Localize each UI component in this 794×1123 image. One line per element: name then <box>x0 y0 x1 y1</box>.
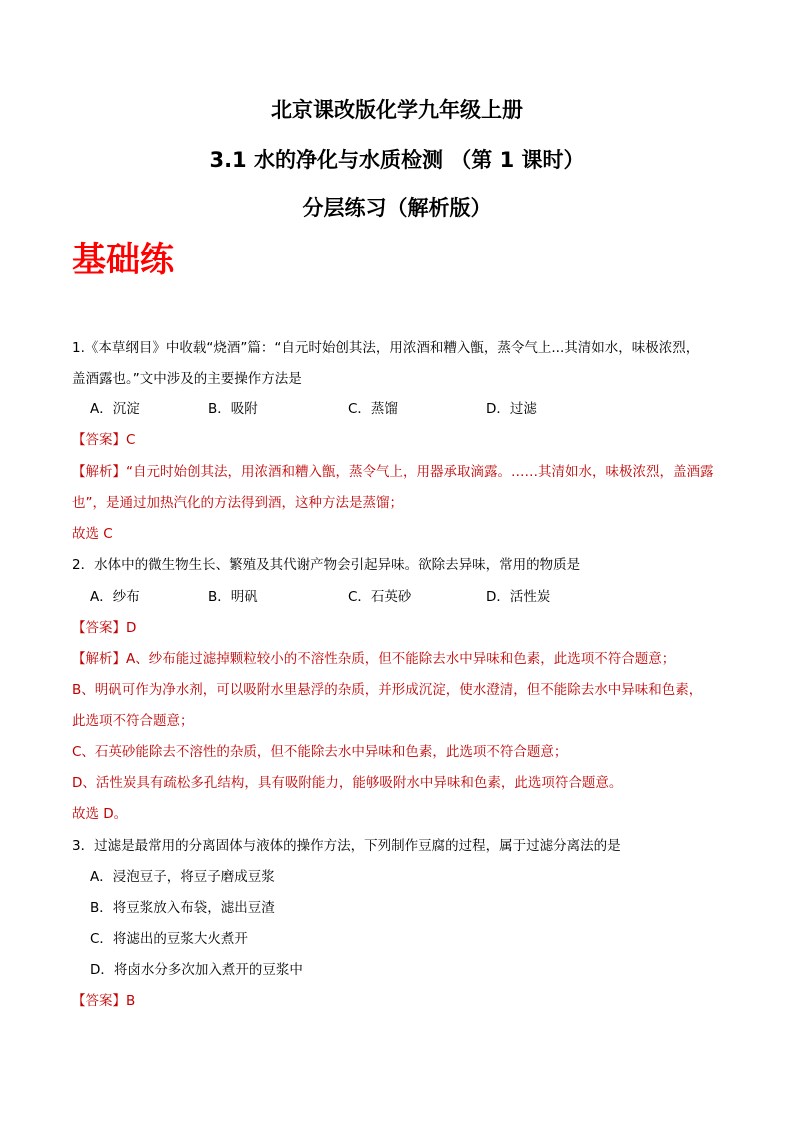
question-3-option-d: D．将卤水分多次加入煮开的豆浆中 <box>90 962 303 978</box>
answer-value: B <box>126 993 136 1009</box>
document-edition-label: 分层练习（解析版） <box>302 196 492 220</box>
analysis-text: “自元时始创其法，用浓酒和糟入甑，蒸令气上，用器承取滴露。……其清如水，味极浓烈，盖酒露 <box>126 464 714 480</box>
analysis-tag: 【解析】 <box>72 651 126 667</box>
question-1-analysis-line-2: 也”，是通过加热汽化的方法得到酒，这种方法是蒸馏； <box>72 495 403 511</box>
answer-value: D <box>126 620 137 636</box>
answer-value: C <box>126 432 136 448</box>
analysis-tag: 【解析】 <box>72 464 126 480</box>
question-1-stem-line-1: 1.《本草纲目》中收载“烧酒”篇：“自元时始创其法，用浓酒和糟入甑，蒸令气上...其清如水，味极浓烈， <box>72 340 700 356</box>
question-3-option-c: C．将滤出的豆浆大火煮开 <box>90 931 248 947</box>
question-1-option-c: C．蒸馏 <box>348 401 398 417</box>
answer-tag: 【答案】 <box>72 620 126 636</box>
question-2-analysis-line-5: D、活性炭具有疏松多孔结构，具有吸附能力，能够吸附水中异味和色素，此选项符合题意。 <box>72 775 623 791</box>
analysis-text: A、纱布能过滤掉颗粒较小的不溶性杂质，但不能除去水中异味和色素，此选项不符合题意； <box>126 651 676 667</box>
question-2-option-b: B．明矾 <box>208 589 258 605</box>
question-1-option-b: B．吸附 <box>208 401 258 417</box>
question-3-stem-line-1: 3．过滤是最常用的分离固体与液体的操作方法，下列制作豆腐的过程，属于过滤分离法的是 <box>72 838 621 854</box>
question-2-analysis-line-3: 此选项不符合题意； <box>72 713 194 729</box>
question-1-option-d: D．过滤 <box>486 401 537 417</box>
question-1-analysis-line-1 <box>72 462 714 482</box>
question-3-option-a: A．浸泡豆子，将豆子磨成豆浆 <box>90 869 275 885</box>
question-1-conclusion: 故选 C <box>72 526 113 542</box>
question-1-stem-line-2: 盖酒露也。”文中涉及的主要操作方法是 <box>72 371 302 387</box>
answer-tag: 【答案】 <box>72 993 126 1009</box>
question-2-conclusion: 故选 D。 <box>72 806 128 822</box>
question-2-option-c: C．石英砂 <box>348 589 412 605</box>
question-2-answer <box>72 618 136 638</box>
answer-tag: 【答案】 <box>72 432 126 448</box>
question-2-analysis-line-4: C、石英砂能除去不溶性的杂质，但不能除去水中异味和色素，此选项不符合题意； <box>72 744 568 760</box>
question-2-analysis-line-2: B、明矾可作为净水剂，可以吸附水里悬浮的杂质，并形成沉淀，使水澄清，但不能除去水中异味和色素， <box>72 682 703 698</box>
section-heading: 基础练 <box>72 240 174 280</box>
question-2-analysis-line-1 <box>72 649 675 669</box>
question-3-answer <box>72 991 135 1011</box>
question-1-answer <box>72 430 135 450</box>
question-3-option-b: B．将豆浆放入布袋，滤出豆渣 <box>90 900 275 916</box>
document-title: 北京课改版化学九年级上册 <box>271 98 523 122</box>
question-2-option-a: A．纱布 <box>90 589 140 605</box>
question-2-stem-line-1: 2．水体中的微生物生长、繁殖及其代谢产物会引起异味。欲除去异味，常用的物质是 <box>72 557 581 573</box>
question-2-option-d: D．活性炭 <box>486 589 551 605</box>
question-1-option-a: A．沉淀 <box>90 401 140 417</box>
document-subtitle: 3.1 水的净化与水质检测 （第 1 课时） <box>209 148 585 172</box>
